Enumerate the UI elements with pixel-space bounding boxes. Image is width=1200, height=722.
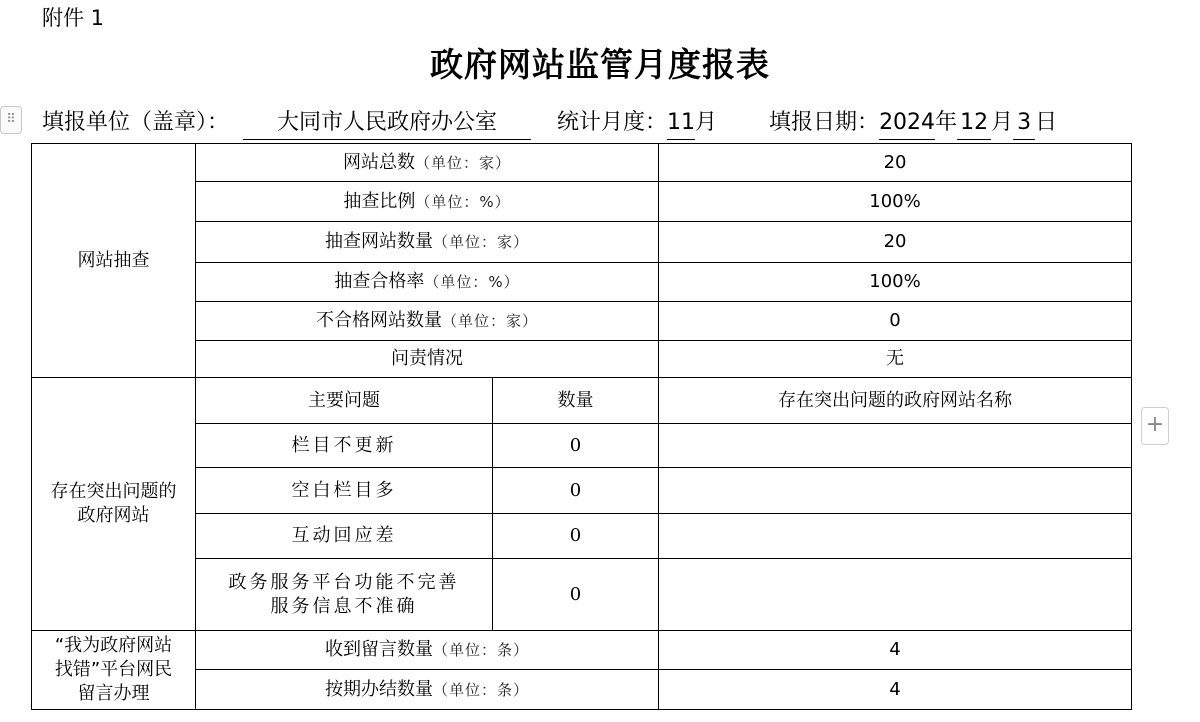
row-value[interactable]: 20 [659, 222, 1132, 263]
unit-label: 填报单位（盖章）： [42, 110, 230, 135]
table-row [32, 144, 1132, 182]
table-row [32, 670, 1132, 710]
table-header-row [32, 378, 1132, 424]
row-label[interactable]: 按期办结数量（单位：条） [196, 670, 659, 710]
table-row [32, 631, 1132, 670]
table-row [32, 514, 1132, 559]
row-label[interactable]: 抽查比例（单位：%） [196, 182, 659, 222]
table-row [32, 302, 1132, 341]
unit-value[interactable]: 大同市人民政府办公室 [243, 107, 531, 140]
date-day[interactable]: 3 [1013, 107, 1035, 140]
table-row [32, 468, 1132, 514]
day-char: 日 [1035, 110, 1058, 135]
table-row [32, 424, 1132, 468]
attachment-label: 附件 1 [42, 6, 105, 30]
issue-cell[interactable]: 政务服务平台功能不完善 服务信息不准确 [196, 559, 493, 631]
date-year[interactable]: 2024 [879, 107, 935, 140]
section-label-feedback: “我为政府网站 找错”平台网民 留言办理 [32, 631, 196, 710]
row-value[interactable]: 100% [659, 263, 1132, 302]
site-names-cell[interactable] [659, 424, 1132, 468]
col-header-site-names: 存在突出问题的政府网站名称 [659, 378, 1132, 424]
row-value[interactable]: 4 [659, 670, 1132, 710]
month-char: 月 [991, 110, 1014, 135]
row-value[interactable]: 0 [659, 302, 1132, 341]
row-value[interactable]: 4 [659, 631, 1132, 670]
table-row [32, 182, 1132, 222]
col-header-issue: 主要问题 [196, 378, 493, 424]
row-label[interactable]: 抽查网站数量（单位：家） [196, 222, 659, 263]
row-label[interactable]: 不合格网站数量（单位：家） [196, 302, 659, 341]
table-row [32, 341, 1132, 378]
table-row [32, 263, 1132, 302]
section-label-website-check: 网站抽查 [32, 144, 196, 378]
table-drag-handle-icon[interactable]: ⠿ [0, 106, 22, 134]
count-cell[interactable]: 0 [493, 468, 659, 514]
month-suffix: 月 [695, 110, 718, 135]
page-title: 政府网站监管月度报表 [430, 45, 770, 84]
row-value[interactable]: 无 [659, 341, 1132, 378]
col-header-count: 数量 [493, 378, 659, 424]
row-label[interactable]: 抽查合格率（单位：%） [196, 263, 659, 302]
month-value[interactable]: 11 [667, 107, 695, 140]
issue-cell[interactable]: 互动回应差 [196, 514, 493, 559]
row-label[interactable]: 问责情况 [196, 341, 659, 378]
report-table [31, 143, 1132, 710]
row-label[interactable]: 网站总数（单位：家） [196, 144, 659, 182]
row-value[interactable]: 100% [659, 182, 1132, 222]
date-label: 填报日期： [769, 110, 880, 135]
issue-cell[interactable]: 栏目不更新 [196, 424, 493, 468]
report-header-row [42, 107, 1057, 139]
year-char: 年 [935, 110, 958, 135]
row-label[interactable]: 收到留言数量（单位：条） [196, 631, 659, 670]
count-cell[interactable]: 0 [493, 424, 659, 468]
table-row [32, 222, 1132, 263]
issue-cell[interactable]: 空白栏目多 [196, 468, 493, 514]
site-names-cell[interactable] [659, 468, 1132, 514]
site-names-cell[interactable] [659, 559, 1132, 631]
count-cell[interactable]: 0 [493, 559, 659, 631]
plus-icon[interactable]: + [1141, 407, 1169, 445]
site-names-cell[interactable] [659, 514, 1132, 559]
row-value[interactable]: 20 [659, 144, 1132, 182]
section-label-problem-sites: 存在突出问题的 政府网站 [32, 378, 196, 631]
date-month[interactable]: 12 [957, 107, 991, 140]
table-row [32, 559, 1132, 631]
month-label: 统计月度： [557, 110, 668, 135]
count-cell[interactable]: 0 [493, 514, 659, 559]
